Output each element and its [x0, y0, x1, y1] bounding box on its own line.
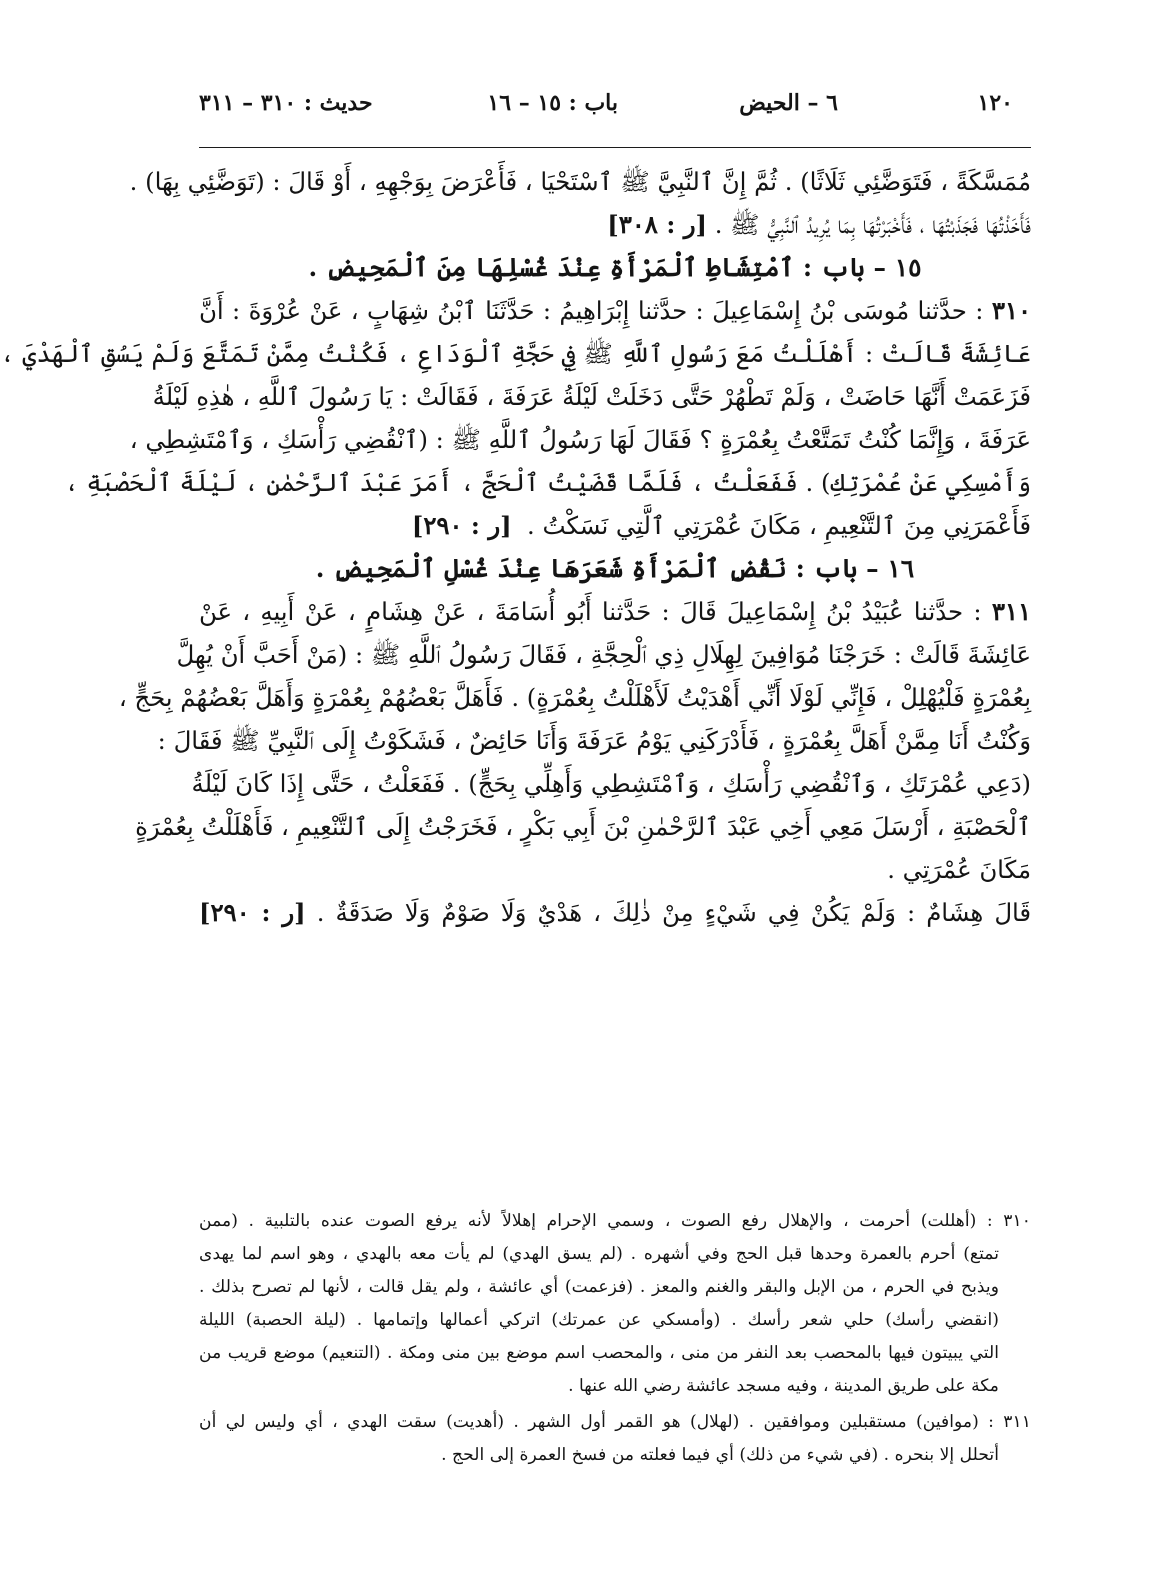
cross-reference: [ر : ٢٩٠] [411, 511, 512, 540]
hadith-311-line: قَالَ هِشَامٌ : وَلَمْ يَكُنْ فِي شَيْءٍ مِنْ ذٰلِكَ ، هَدْيٌ وَلَا صَوْمٌ وَلَا صَدَقَةٌ . [ر : ٢٩٠] [199, 898, 1031, 927]
hadith-311-line: وَكُنْتُ أَنَا مِمَّنْ أَهَلَّ بِعُمْرَةٍ ، فَأَدْرَكَنِي يَوْمُ عَرَفَةَ وَأَنَا حَائِضٌ ، فَشَكَوْتُ إِلَى ٱلنَّبِيِّ ﷺ فَقَالَ : [157, 726, 1031, 755]
main-text [0, 160, 1032, 934]
hadith-311-line: (دَعِي عُمْرَتَكِ ، وَٱنْقُضِي رَأْسَكِ ، وَٱمْتَشِطِي وَأَهِلِّي بِحَجٍّ) . فَفَعَلْتُ ، حَتَّى إِذَا كَانَ لَيْلَةُ [191, 769, 1031, 798]
footnote-310-line: التي يبيتون فيها بالمحصب بعد النفر من منى ، والمحصب اسم موضع بين منى ومكة . (التنعيم) موضع قريب من [199, 1343, 999, 1363]
hadith-310-line: وَأَمْسِكِي عَنْ عُمْرَتِكِ) . فَفَعَلْتُ ، فَلَمَّا قَضَيْتُ ٱلْحَجَّ ، أَمَرَ عَبْدَ ٱلرَّحْمٰنِ ، لَيْلَةَ ٱلْحَصْبَةِ ، [64, 468, 1031, 497]
footnote-310-line: ٣١٠ : (أهللت) أحرمت ، والإهلال رفع الصوت ، وسمي الإحرام إهلالاً لأنه يرفع الصوت عنده بالتلبية . (ممن [199, 1211, 1031, 1231]
page-number: ١٢٠ [977, 90, 1013, 116]
footnote-label: ٣١١ : [988, 1412, 1031, 1432]
hadith-311-line: عَائِشَةَ قَالَتْ : خَرَجْنَا مُوَافِينَ لِهِلَالِ ذِي ٱلْحِجَّةِ ، فَقَالَ رَسُولُ ٱللَّهِ ﷺ : (مَنْ أَحَبَّ أَنْ يُهِلَّ [176, 640, 1031, 669]
hadith-311-line: مَكَانَ عُمْرَتِي . [887, 855, 1031, 884]
book-title: ٦ – الحيض [739, 90, 838, 116]
running-header [199, 86, 1013, 126]
hadith-number: ٣١١ [991, 597, 1032, 626]
text-line: مُمَسَّكَةً ، فَتَوَضَّئِي ثَلَاثًا) . ثُمَّ إِنَّ ٱلنَّبِيَّ ﷺ ٱسْتَحْيَا ، فَأَعْرَضَ بِوَجْهِهِ ، أَوْ قَالَ : (تَوَضَّئِي بِهَا) . [129, 167, 1031, 196]
footnote-310-line: تمتع) أحرم بالعمرة وحدها قبل الحج وفي أشهره . (لم يسق الهدي) لم يأت معه بالهدي ، وهو اسم لما يهدى [199, 1244, 999, 1264]
footnote-310-line: مكة على طريق المدينة ، وفيه مسجد عائشة رضي الله عنها . [568, 1376, 999, 1396]
cross-reference: [ر : ٣٠٨] [607, 210, 707, 239]
footnote-311-line: أتحلل إلا بنحره . (في شيء من ذلك) أي فيما فعلته من فسخ العمرة إلى الحج . [441, 1445, 999, 1465]
hadith-310-line: عَرَفَةَ ، وَإِنَّمَا كُنْتُ تَمَتَّعْتُ بِعُمْرَةٍ ؟ فَقَالَ لَهَا رَسُولُ ٱللَّهِ ﷺ : (ٱنْقُضِي رَأْسَكِ ، وَٱمْتَشِطِي ، [129, 425, 1031, 454]
hadith-311-line: ٱلْحَصْبَةِ ، أَرْسَلَ مَعِي أَخِي عَبْدَ ٱلرَّحْمٰنِ بْنَ أَبِي بَكْرٍ ، فَخَرَجْتُ إِلَى ٱلتَّنْعِيمِ ، فَأَهْلَلْتُ بِعُمْرَةٍ [135, 812, 1031, 841]
footnote-311-line: ٣١١ : (موافين) مستقبلين وموافقين . (لهلال) هو القمر أول الشهر . (أهديت) سقت الهدي ، أي وليس لي أن [199, 1412, 1031, 1432]
text-line: فَأَخَذْتُهَا فَجَذَبْتُهَا ، فَأَخْبَرْتُهَا بِمَا يُرِيدُ ٱلنَّبِيُّ ﷺ . [ر : ٣٠٨] [607, 210, 1031, 239]
hadith-310-line: عَائِشَةَ قَالَتْ : أَهْلَلْتُ مَعَ رَسُولِ ٱللَّهِ ﷺ فِي حَجَّةِ ٱلْوَدَاعِ ، فَكُنْتُ مِمَّنْ تَمَتَّعَ وَلَمْ يَسُقِ ٱلْهَدْيَ ، [0, 339, 1031, 368]
hadith-number: ٣١٠ [991, 296, 1031, 325]
cross-reference: [ر : ٢٩٠] [199, 898, 306, 927]
chapter-heading-16: ١٦ – باب : نَقْضِ ٱلْمَرْأَةِ شَعَرَهَا عِنْدَ غُسْلِ ٱلْمَحِيضِ . [315, 554, 915, 583]
hadith-310-line: ٣١٠ : حدَّثنا مُوسَى بْنُ إِسْمَاعِيلَ : حدَّثنا إِبْرَاهِيمُ : حَدَّثَنَا ٱبْنُ شِهَابٍ ، عَنْ عُرْوَةَ : أَنَّ [199, 296, 1031, 325]
footnote-310-line: (انقضي رأسك) حلي شعر رأسك . (وأمسكي عن عمرتك) اتركي أعمالها وإتمامها . (ليلة الحصبة) الليلة [199, 1310, 999, 1330]
hadith-310-line: فَأَعْمَرَنِي مِنَ ٱلتَّنْعِيمِ ، مَكَانَ عُمْرَتِي ٱلَّتِي نَسَكْتُ . [ر : ٢٩٠] [411, 511, 1031, 540]
chapter-heading-15: ١٥ – باب : ٱمْتِشَاطِ ٱلْمَرْأَةِ عِنْدَ غُسْلِهَا مِنَ ٱلْمَحِيضِ . [308, 253, 922, 282]
footnote-310-line: ويذبح في الحرم ، من الإبل والبقر والغنم والمعز . (فزعمت) أي عائشة ، ولم يقل قالت ، لأنها لم تصرح بذلك . [199, 1277, 999, 1297]
header-divider [199, 147, 1031, 148]
footnotes [199, 1205, 1031, 1472]
hadith-311-line: ٣١١ : حدَّثنا عُبَيْدُ بْنُ إِسْمَاعِيلَ قَالَ : حَدَّثنا أَبُو أُسَامَةَ ، عَنْ هِشَامٍ ، عَنْ أَبِيهِ ، عَنْ [199, 597, 1032, 626]
bab-range: باب : ١٥ – ١٦ [487, 90, 618, 116]
hadith-range: حديث : ٣١٠ – ٣١١ [199, 90, 373, 116]
hadith-311-line: بِعُمْرَةٍ فَلْيُهْلِلْ ، فَإِنِّي لَوْلَا أَنِّي أَهْدَيْتُ لَأَهْلَلْتُ بِعُمْرَةٍ) . فَأَهَلَّ بَعْضُهُمْ بِعُمْرَةٍ وَأَهَلَّ بَعْضُهُمْ بِحَجٍّ ، [118, 683, 1031, 712]
hadith-310-line: فَزَعَمَتْ أَنَّهَا حَاضَتْ ، وَلَمْ تَطْهُرْ حَتَّى دَخَلَتْ لَيْلَةُ عَرَفَةَ ، فَقَالَتْ : يَا رَسُولَ ٱللَّهِ ، هٰذِهِ لَيْلَةُ [152, 382, 1031, 411]
footnote-label: ٣١٠ : [986, 1211, 1031, 1231]
